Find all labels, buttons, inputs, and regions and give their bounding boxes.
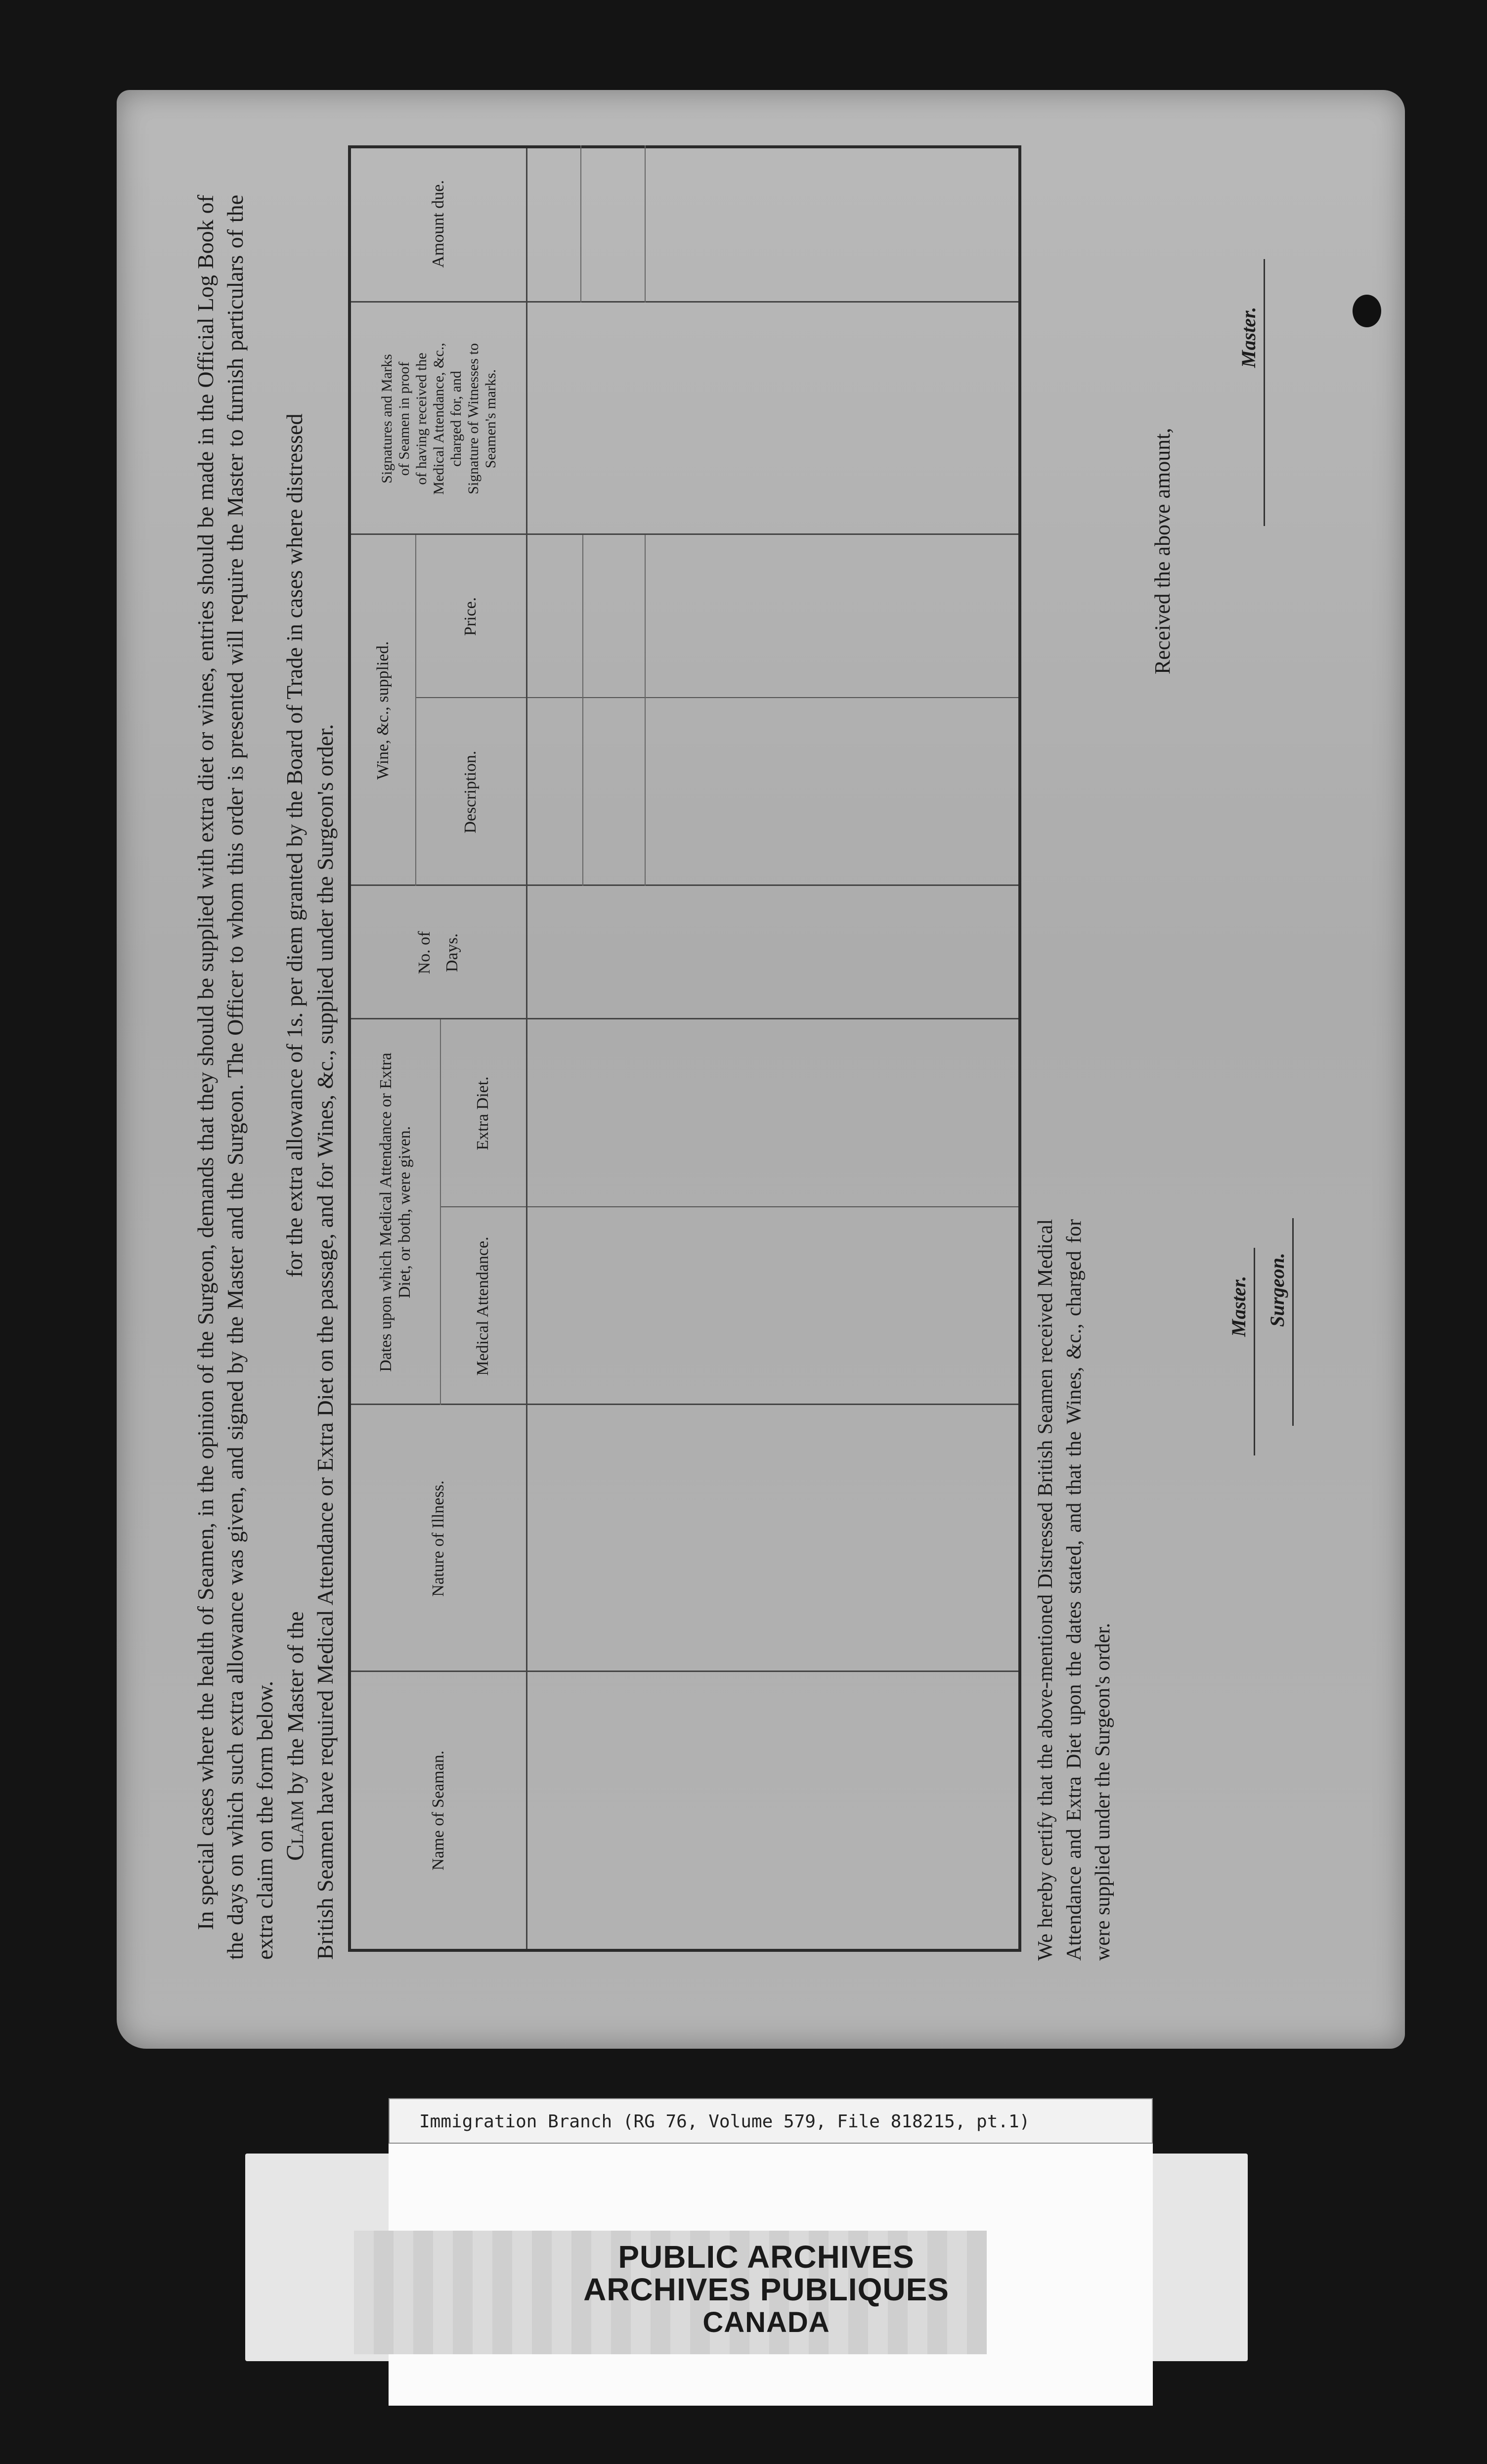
- sig-header-l4: Medical Attendance, &c.,: [430, 343, 447, 495]
- claim-heading: Claim: [281, 1800, 308, 1861]
- stamp-line-canada: CANADA: [702, 2306, 830, 2338]
- surgeon-signature-label: Surgeon.: [1266, 1252, 1288, 1327]
- intro-paragraph: In special cases where the health of Seamen, in the opinion of the Surgeon, demands that they should be supplied with extra diet or wines, entries should be made in the Official Log Book of the days on which such extra allowance was given, and signed by the Master and the Surgeon. The Officer to whom this order is presented will require the Master to furnish particulars of the extra claim on the form below.: [193, 195, 277, 1960]
- sig-header-l6: Signature of Witnesses to: [465, 343, 481, 494]
- sig-header-l7: Seamen's marks.: [482, 369, 499, 469]
- header-name-of-seaman: Name of Seaman.: [429, 1750, 447, 1871]
- sig-header-l5: charged for, and: [447, 371, 464, 467]
- claim-table: [348, 145, 1021, 1952]
- header-wine-description: Description.: [461, 750, 480, 834]
- header-no-of-days: [351, 886, 526, 1019]
- stamp-line-public-archives: PUBLIC ARCHIVES: [618, 2239, 915, 2275]
- surgeon-signature-line: [1292, 1218, 1294, 1426]
- header-amount-due: Amount due.: [429, 180, 447, 268]
- claim-line-1b: for the extra allowance of 1s. per diem granted by the Board of Trade in cases where distressed: [282, 413, 307, 1277]
- header-medical-attendance: Medical Attendance.: [474, 1236, 492, 1376]
- header-signatures: [351, 303, 526, 535]
- master-signature-label: Master.: [1227, 1276, 1250, 1337]
- header-days-line2: Days.: [443, 933, 461, 972]
- row-line: [645, 145, 646, 303]
- header-days-line1: No. of: [415, 931, 434, 974]
- master-signature-line: [1254, 1248, 1255, 1455]
- claim-line-2: British Seamen have required Medical Attendance or Extra Diet on the passage, and for Wines, &c., supplied under the Surgeon's order.: [312, 724, 338, 1960]
- header-wine-price: Price.: [461, 597, 480, 636]
- header-dates: Dates upon which Medical Attendance or Extra Diet, or both, were given.: [377, 1053, 414, 1372]
- row-line: [645, 535, 646, 886]
- claim-master-text: by the Master of the: [283, 1611, 308, 1801]
- header-bottom-line: [526, 148, 527, 1949]
- sig-header-l3: of having received the: [413, 352, 430, 485]
- archive-reference-slip: Immigration Branch (RG 76, Volume 579, File 818215, pt.1): [389, 2098, 1153, 2144]
- header-nature-of-illness: Nature of Illness.: [429, 1480, 447, 1597]
- sig-header-l2: of Seamen in proof: [395, 361, 412, 476]
- row-line: [582, 535, 583, 886]
- header-extra-diet: Extra Diet.: [474, 1076, 492, 1150]
- rotated-form-content: [117, 90, 1405, 2049]
- form-page: [117, 90, 1405, 2049]
- stamp-line-archives-publiques: ARCHIVES PUBLIQUES: [583, 2272, 949, 2307]
- claim-line-1: [280, 1611, 310, 1861]
- row-line: [580, 145, 581, 303]
- sig-header-l1: Signatures and Marks: [378, 354, 395, 484]
- header-wine-supplied: Wine, &c., supplied.: [374, 641, 392, 780]
- receipt-master-label: Master.: [1237, 307, 1260, 368]
- receipt-text: Received the above amount,: [1150, 428, 1175, 674]
- certification-text: We hereby certify that the above-mentioned Distressed British Seamen received Medical Attendance and Extra Diet upon the dates stated, and that the Wines, &c., charged for were supplied under the Surgeon's order.: [1034, 1219, 1114, 1961]
- receipt-master-line: [1264, 259, 1265, 526]
